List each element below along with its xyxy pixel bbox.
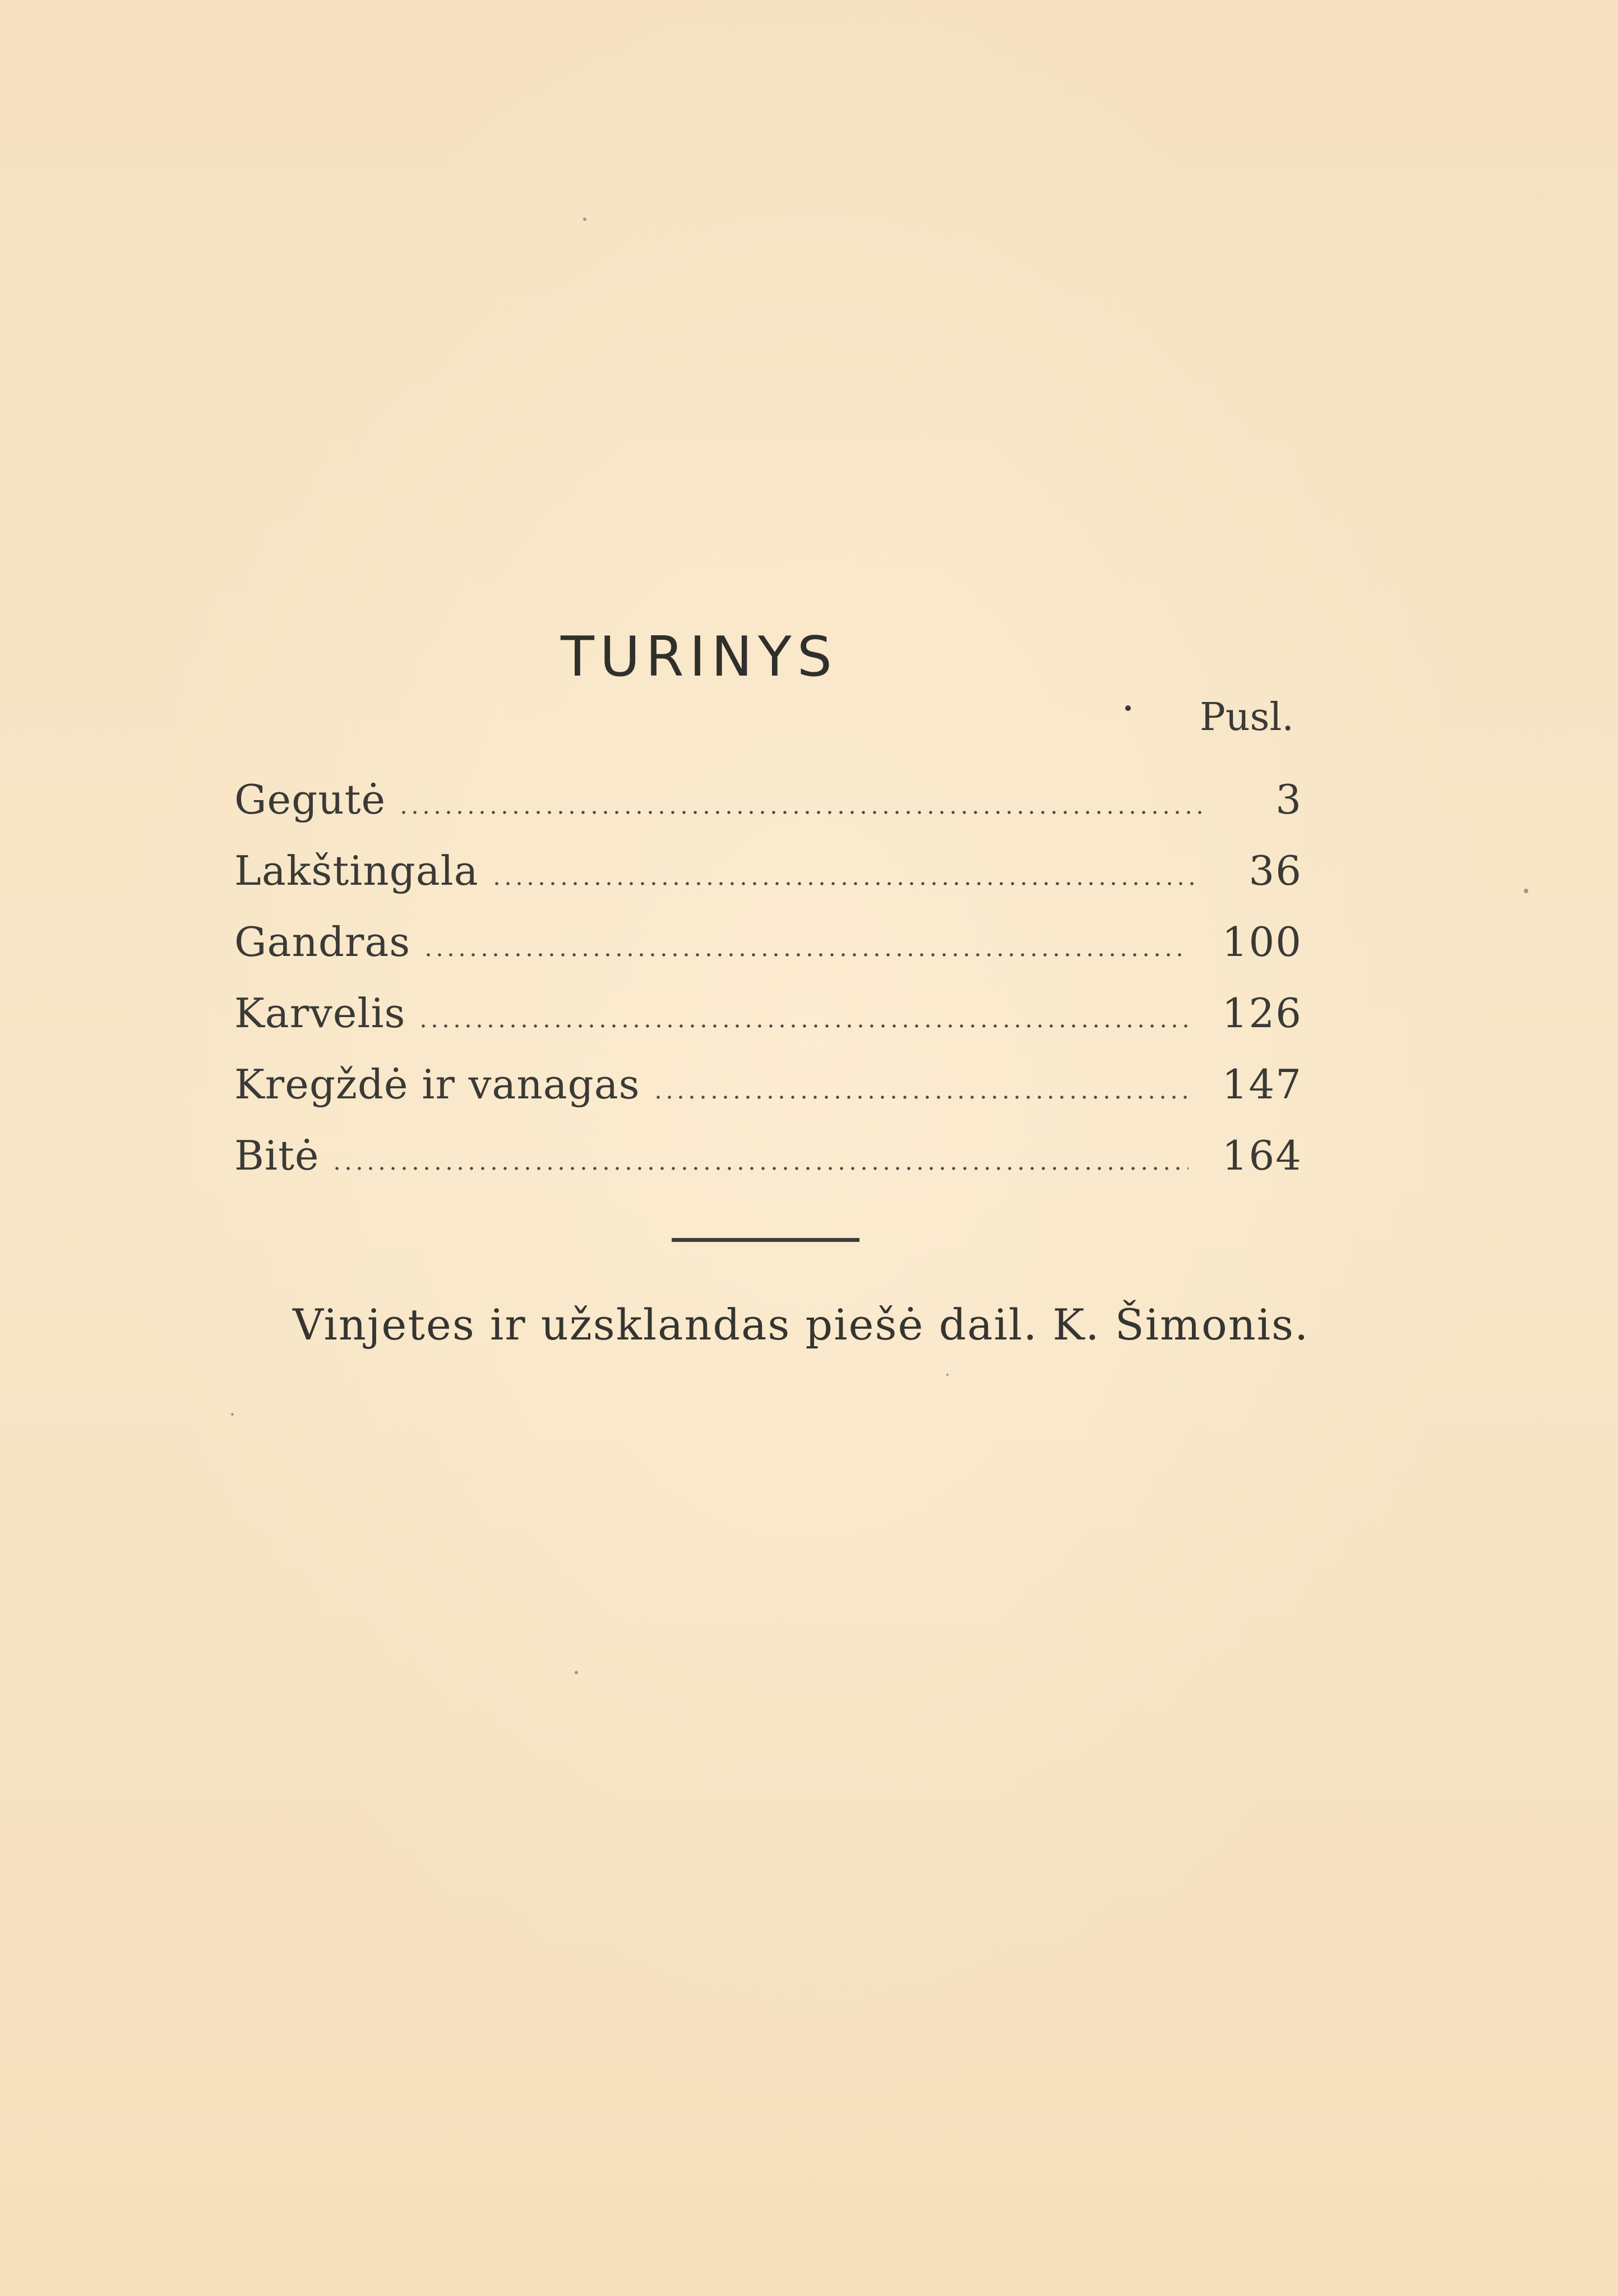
paper-speck [231,1413,234,1416]
toc-page-number: 36 [1249,847,1302,894]
dot-leader [423,953,1188,957]
toc-page-number: 100 [1222,918,1302,965]
toc-title: Gandras [234,918,411,965]
toc-title: Kregždė ir vanagas [234,1061,640,1108]
dot-leader [418,1024,1188,1028]
toc-title: Bitė [234,1132,320,1179]
toc-title: Lakštingala [234,847,479,894]
toc-page-number: 147 [1222,1061,1302,1108]
bullet-dot-icon [1125,705,1131,711]
toc-row [234,749,1302,823]
horizontal-rule [672,1238,859,1242]
toc-row [234,820,1302,894]
toc-row [234,891,1302,965]
toc-page-number: 164 [1222,1132,1302,1179]
dot-leader [653,1096,1189,1099]
toc-page-number: 3 [1275,776,1302,823]
page-column-label: Pusl. [1200,695,1294,740]
dot-leader [331,1167,1188,1170]
dot-leader [491,882,1201,885]
table-of-contents [234,749,1302,1179]
toc-row [234,1105,1302,1179]
paper-speck [575,1671,578,1674]
toc-row [234,1033,1302,1108]
page-title: TURINYS [561,625,838,689]
paper-speck [946,1374,949,1376]
dot-leader [398,811,1201,814]
toc-title: Karvelis [234,990,406,1037]
illustration-credit: Vinjetes ir užsklandas piešė dail. K. Šimonis. [293,1300,1310,1350]
toc-row [234,962,1302,1037]
toc-page-number: 126 [1222,990,1302,1037]
paper-speck [1524,889,1528,893]
paper-speck [583,218,586,221]
toc-title: Gegutė [234,776,386,823]
